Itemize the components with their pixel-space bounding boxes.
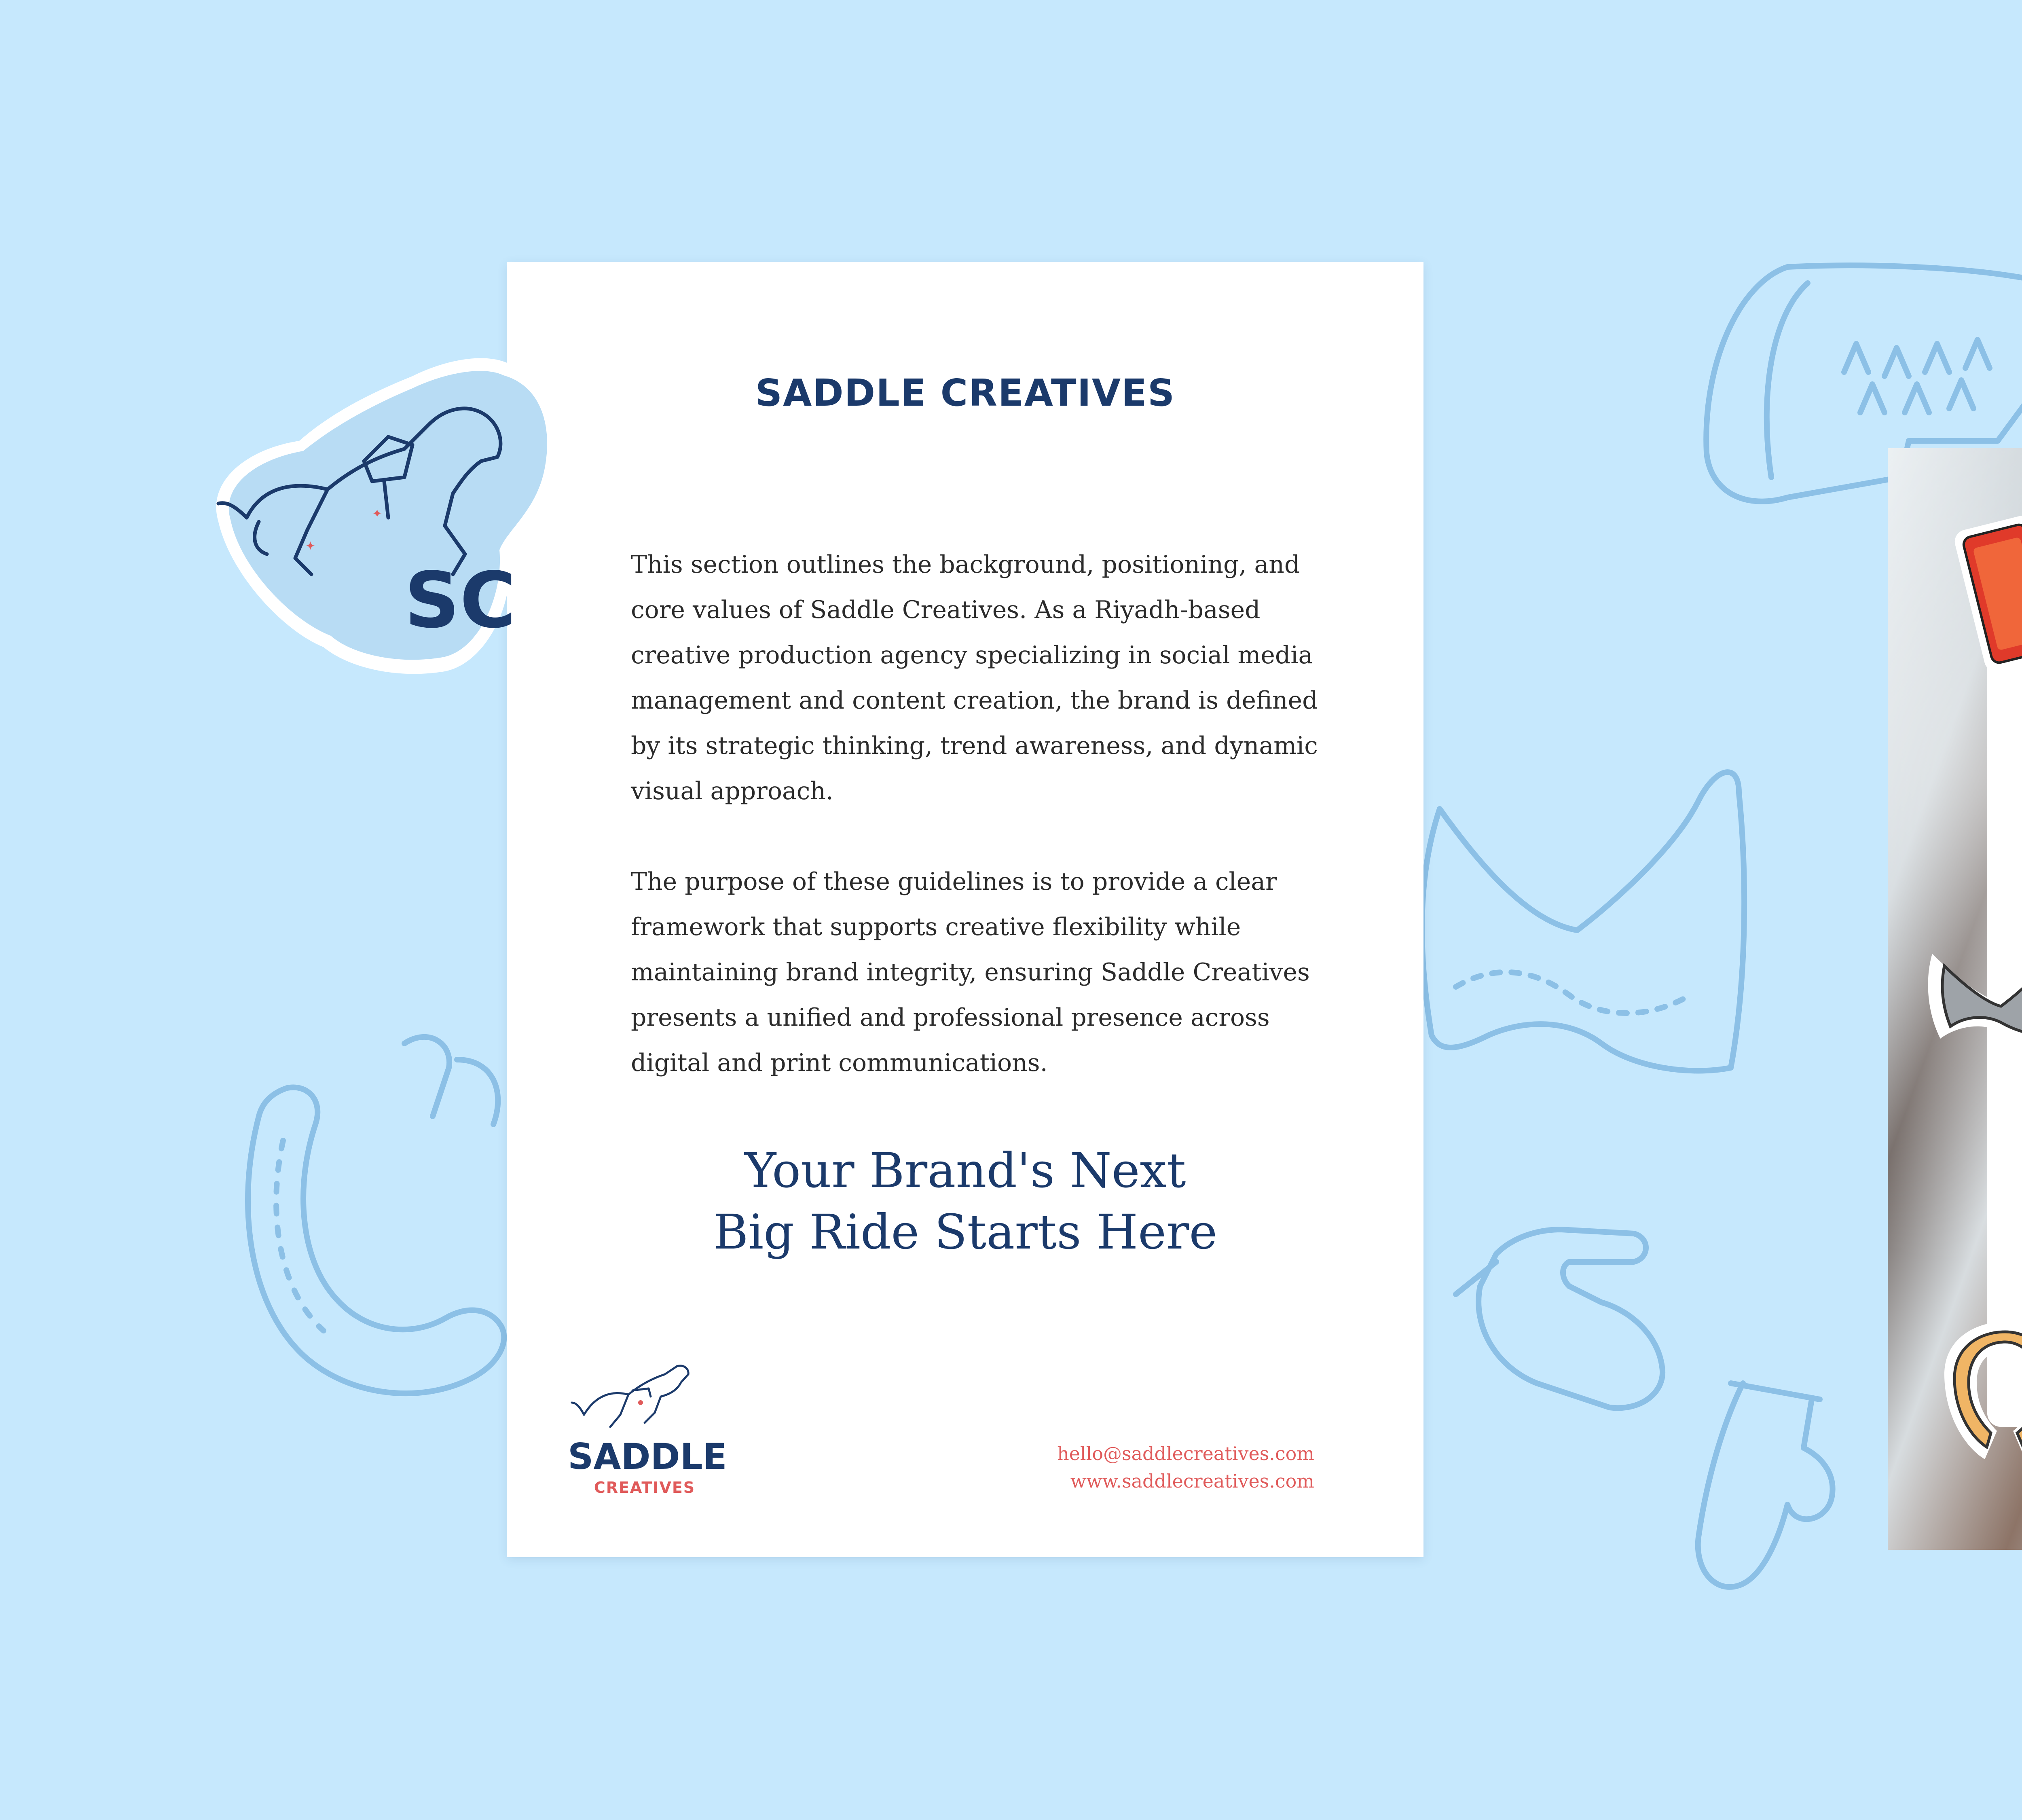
horseshoe-icon xyxy=(248,1037,504,1393)
services-title xyxy=(1987,686,2022,756)
tagline-line-2: Big Ride Starts Here xyxy=(713,1204,1218,1260)
contact-email[interactable]: hello@saddlecreatives.com xyxy=(1057,1443,1314,1464)
intro-paragraph-1: This section outlines the background, positioning, and core values of Saddle Creatives. As a Riyadh-based creative production agency specializing in social media management and content creation, the brand is defined by its strategic thinking, trend awareness, and dynamic visual approach. xyxy=(631,550,1318,805)
svg-text:✦: ✦ xyxy=(372,507,383,521)
tagline-line-1: Your Brand's Next xyxy=(745,1143,1186,1198)
logo-word-creatives: CREATIVES xyxy=(594,1479,696,1496)
intro-text xyxy=(631,542,1318,1131)
cinch-sticker xyxy=(1920,909,2022,1079)
saddle-creatives-logo xyxy=(568,1346,727,1508)
horse-icon xyxy=(568,1346,721,1439)
svg-text:✦: ✦ xyxy=(305,539,316,553)
sc-horse-sticker xyxy=(202,348,586,679)
services-flyer xyxy=(1888,448,2022,1550)
riding-glove-icon xyxy=(1456,1230,1833,1587)
horse-sticker-icon xyxy=(202,348,586,679)
brand-wordmark: SADDLE CREATIVES xyxy=(755,371,1176,415)
sticker-monogram: SC xyxy=(404,556,516,645)
contact-website[interactable]: www.saddlecreatives.com xyxy=(1070,1470,1314,1492)
logo-word-saddle: SADDLE xyxy=(568,1436,727,1477)
tagline xyxy=(507,1140,1423,1263)
contact-info xyxy=(1057,1440,1314,1495)
phone-sticker xyxy=(1952,505,2022,691)
saddle-cinch-icon xyxy=(1422,772,1744,1071)
horseshoe-sticker xyxy=(1932,1314,2022,1467)
intro-paragraph-2: The purpose of these guidelines is to provide a clear framework that supports creative flexibility while maintaining brand integrity, ensuring Saddle Creatives presents a unified and professional presence across digital and print communications. xyxy=(631,868,1310,1077)
brand-guidelines-page xyxy=(507,262,1423,1557)
